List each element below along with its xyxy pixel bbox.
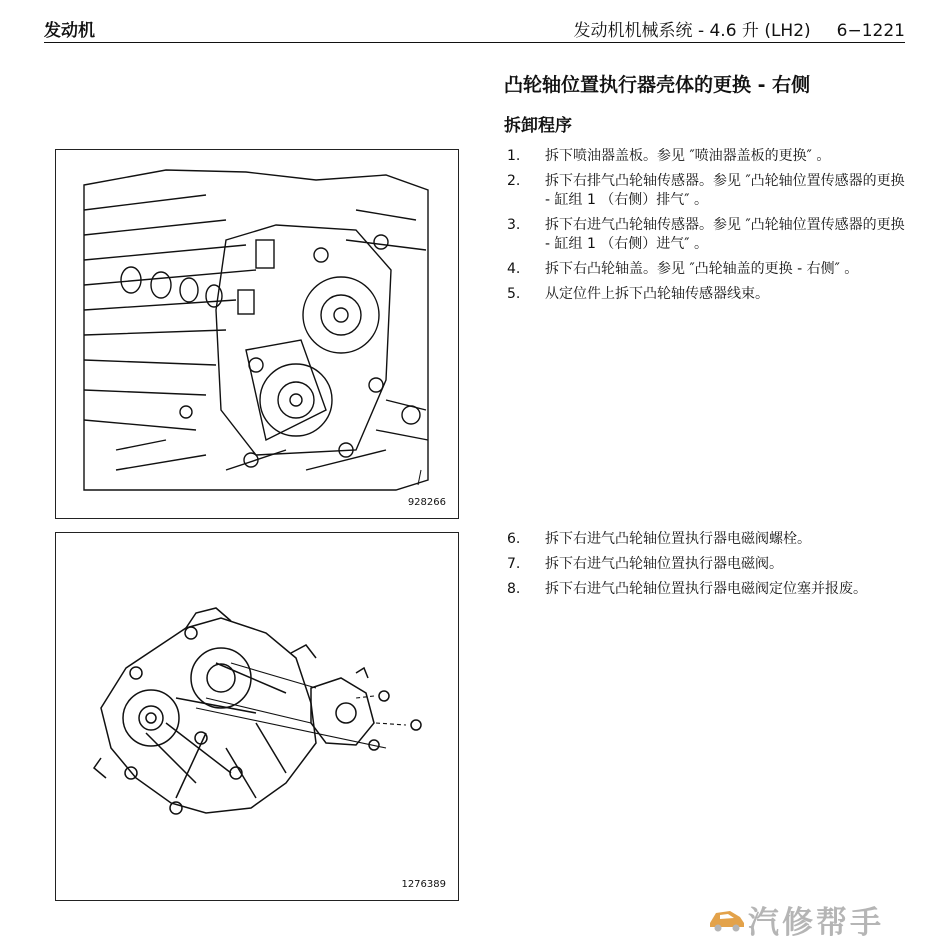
watermark-text: 汽修帮手 xyxy=(748,905,884,941)
watermark xyxy=(708,897,938,941)
car-logo-icon xyxy=(708,903,746,933)
step-text: 从定位件上拆下凸轮轴传感器线束。 xyxy=(545,286,769,302)
steps-list-2 xyxy=(507,530,907,605)
step-text: 拆下右进气凸轮轴传感器。参见 ″凸轮轴位置传感器的更换 - 缸组 1 （右侧）进气″ 。 xyxy=(545,217,905,252)
actuator-housing-exploded-illustration xyxy=(56,533,458,900)
step-item xyxy=(507,172,907,210)
step-item xyxy=(507,580,907,599)
step-item xyxy=(507,147,907,166)
step-number: 5. xyxy=(507,286,521,302)
housing-ribs xyxy=(146,663,286,798)
step-text: 拆下右进气凸轮轴位置执行器电磁阀螺栓。 xyxy=(545,531,811,547)
header-right xyxy=(574,16,905,41)
step-number: 6. xyxy=(507,531,521,547)
step-number: 4. xyxy=(507,261,521,277)
figure-id: 1276389 xyxy=(401,879,446,890)
cam-sensors xyxy=(238,240,274,314)
solenoid-bolts xyxy=(369,691,421,750)
step-number: 2. xyxy=(507,173,521,189)
step-item xyxy=(507,530,907,549)
system-name: 发动机机械系统 - 4.6 升 (LH2) xyxy=(573,21,811,41)
step-text: 拆下右凸轮轴盖。参见 ″凸轮轴盖的更换 - 右侧″ 。 xyxy=(545,261,859,277)
step-number: 3. xyxy=(507,217,521,233)
step-item xyxy=(507,555,907,574)
page-number: 6−1221 xyxy=(836,21,905,41)
steps-list-1 xyxy=(507,147,907,310)
step-number: 1. xyxy=(507,148,521,164)
step-item xyxy=(507,285,907,304)
front-cover-plate xyxy=(216,225,391,455)
solenoid-valve xyxy=(311,668,374,745)
step-item xyxy=(507,260,907,279)
step-item xyxy=(507,216,907,254)
step-text: 拆下右排气凸轮轴传感器。参见 ″凸轮轴位置传感器的更换 - 缸组 1 （右侧）排气″ 。 xyxy=(545,173,905,208)
step-number: 8. xyxy=(507,581,521,597)
port-openings xyxy=(121,267,222,307)
housing-bolt-holes xyxy=(125,627,242,814)
step-text: 拆下喷油器盖板。参见 ″喷油器盖板的更换″ 。 xyxy=(545,148,831,164)
housing-outline xyxy=(94,608,316,813)
page-title: 凸轮轴位置执行器壳体的更换 - 右侧 xyxy=(504,74,811,96)
figure-id: 928266 xyxy=(407,497,446,508)
page-header xyxy=(44,14,905,43)
step-number: 7. xyxy=(507,556,521,572)
procedure-subtitle: 拆卸程序 xyxy=(504,116,572,136)
figure-engine-cover xyxy=(55,149,459,519)
camshaft-actuator-upper xyxy=(303,277,379,353)
alignment-lines xyxy=(196,663,406,748)
step-text: 拆下右进气凸轮轴位置执行器电磁阀定位塞并报废。 xyxy=(545,581,867,597)
upper-bore xyxy=(191,648,251,708)
figure-actuator-housing xyxy=(55,532,459,901)
section-name: 发动机 xyxy=(44,21,95,41)
step-text: 拆下右进气凸轮轴位置执行器电磁阀。 xyxy=(545,556,783,572)
engine-front-cover-illustration xyxy=(56,150,458,518)
